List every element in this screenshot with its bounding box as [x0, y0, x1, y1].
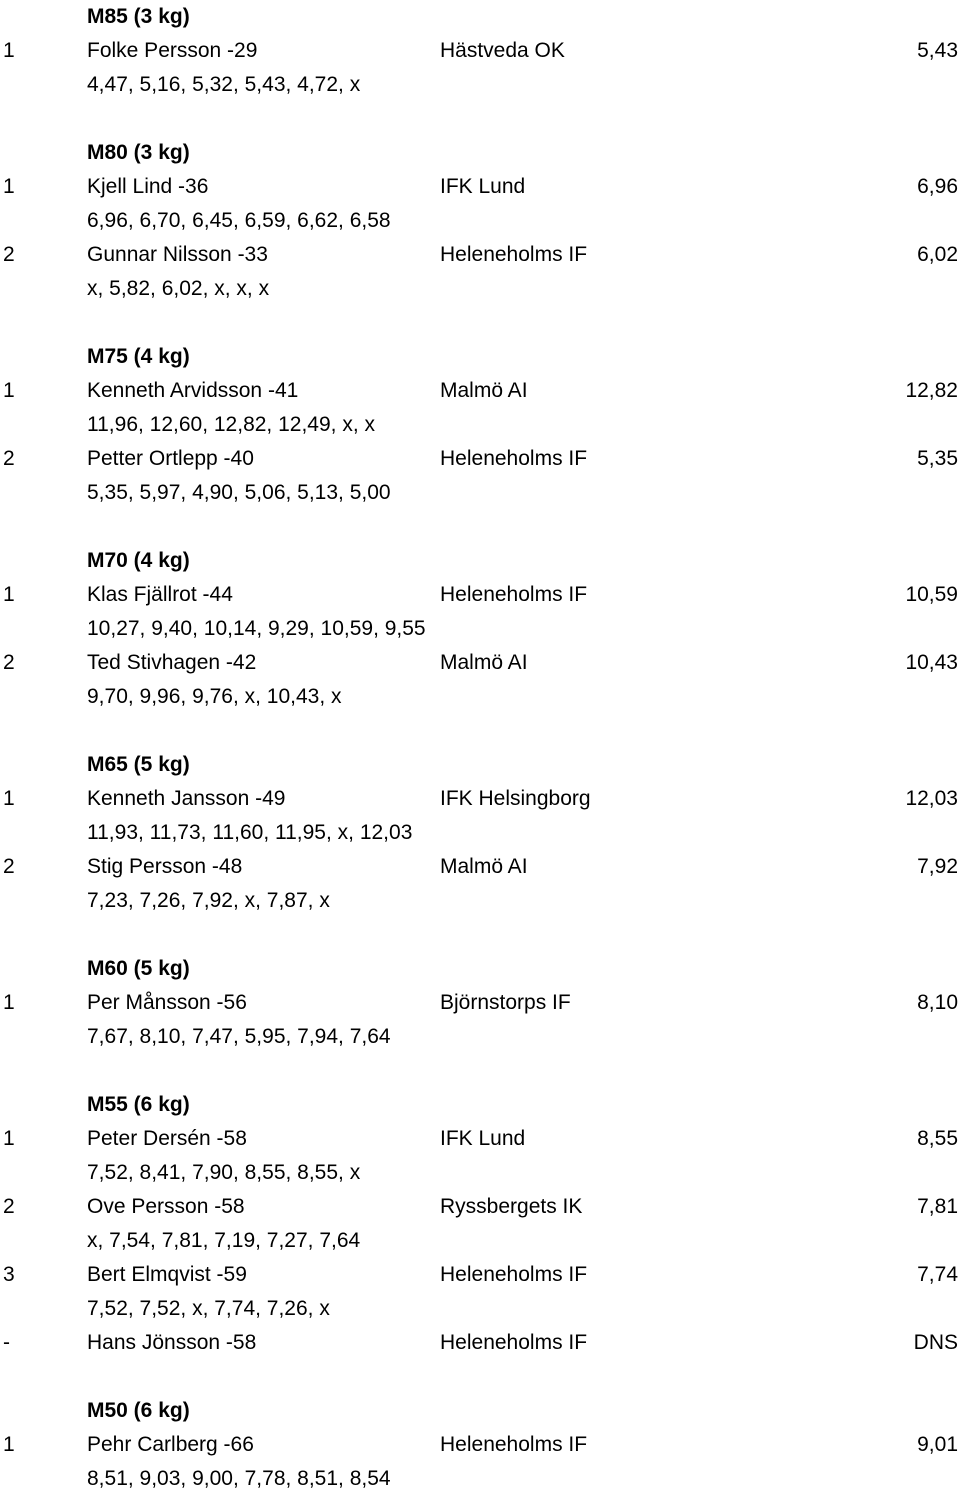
attempt-series: 9,70, 9,96, 9,76, x, 10,43, x	[87, 685, 342, 708]
place: 3	[3, 1263, 15, 1286]
attempt-series: 8,51, 9,03, 9,00, 7,78, 8,51, 8,54	[87, 1467, 391, 1490]
athlete-name: Kenneth Jansson -49	[87, 787, 286, 810]
best-result: 6,02	[917, 243, 958, 266]
result-row	[0, 238, 960, 272]
athlete-name: Stig Persson -48	[87, 855, 243, 878]
club: IFK Helsingborg	[440, 787, 591, 810]
section-gap	[0, 714, 960, 748]
attempt-series: 7,67, 8,10, 7,47, 5,95, 7,94, 7,64	[87, 1025, 391, 1048]
result-row	[0, 1122, 960, 1156]
place: 2	[3, 1195, 15, 1218]
result-row	[0, 442, 960, 476]
place: 2	[3, 447, 15, 470]
section-gap	[0, 918, 960, 952]
best-result: 5,43	[917, 39, 958, 62]
club: Hästveda OK	[440, 39, 565, 62]
place: 1	[3, 175, 15, 198]
best-result: 5,35	[917, 447, 958, 470]
club: Heleneholms IF	[440, 1263, 588, 1286]
club: Heleneholms IF	[440, 1331, 588, 1354]
athlete-name: Petter Ortlepp -40	[87, 447, 254, 470]
best-result: DNS	[913, 1331, 958, 1354]
result-row	[0, 34, 960, 68]
club: Malmö AI	[440, 855, 528, 878]
athlete-name: Gunnar Nilsson -33	[87, 243, 268, 266]
attempt-series: 5,35, 5,97, 4,90, 5,06, 5,13, 5,00	[87, 481, 391, 504]
result-row	[0, 1428, 960, 1462]
best-result: 9,01	[917, 1433, 958, 1456]
athlete-name: Pehr Carlberg -66	[87, 1433, 254, 1456]
section-heading: M65 (5 kg)	[87, 753, 190, 776]
section-heading: M75 (4 kg)	[87, 345, 190, 368]
club: Heleneholms IF	[440, 1433, 588, 1456]
place: 1	[3, 991, 15, 1014]
place: 1	[3, 1433, 15, 1456]
result-row	[0, 782, 960, 816]
club: Björnstorps IF	[440, 991, 571, 1014]
result-row	[0, 1190, 960, 1224]
best-result: 7,81	[917, 1195, 958, 1218]
place: 1	[3, 787, 15, 810]
place: 1	[3, 1127, 15, 1150]
athlete-name: Peter Dersén -58	[87, 1127, 247, 1150]
athlete-name: Per Månsson -56	[87, 991, 247, 1014]
best-result: 8,10	[917, 991, 958, 1014]
athlete-name: Ted Stivhagen -42	[87, 651, 257, 674]
section-heading: M70 (4 kg)	[87, 549, 190, 572]
result-row	[0, 1326, 960, 1360]
section-gap	[0, 1360, 960, 1394]
athlete-name: Kjell Lind -36	[87, 175, 209, 198]
section-gap	[0, 510, 960, 544]
club: Malmö AI	[440, 651, 528, 674]
attempt-series: 4,47, 5,16, 5,32, 5,43, 4,72, x	[87, 73, 361, 96]
attempt-series: 7,23, 7,26, 7,92, x, 7,87, x	[87, 889, 330, 912]
athlete-name: Klas Fjällrot -44	[87, 583, 233, 606]
result-row	[0, 986, 960, 1020]
place: 2	[3, 243, 15, 266]
section-gap	[0, 306, 960, 340]
result-row	[0, 646, 960, 680]
best-result: 6,96	[917, 175, 958, 198]
best-result: 7,92	[917, 855, 958, 878]
section-heading: M85 (3 kg)	[87, 5, 190, 28]
attempt-series: 6,96, 6,70, 6,45, 6,59, 6,62, 6,58	[87, 209, 391, 232]
athlete-name: Kenneth Arvidsson -41	[87, 379, 299, 402]
section-heading: M60 (5 kg)	[87, 957, 190, 980]
result-row	[0, 374, 960, 408]
result-row	[0, 850, 960, 884]
section-heading: M50 (6 kg)	[87, 1399, 190, 1422]
best-result: 7,74	[917, 1263, 958, 1286]
best-result: 8,55	[917, 1127, 958, 1150]
club: IFK Lund	[440, 175, 526, 198]
attempt-series: x, 7,54, 7,81, 7,19, 7,27, 7,64	[87, 1229, 361, 1252]
section-heading: M80 (3 kg)	[87, 141, 190, 164]
section-gap	[0, 102, 960, 136]
attempt-series: 11,96, 12,60, 12,82, 12,49, x, x	[87, 413, 375, 436]
club: Heleneholms IF	[440, 243, 588, 266]
athlete-name: Bert Elmqvist -59	[87, 1263, 247, 1286]
best-result: 10,59	[905, 583, 958, 606]
place: -	[3, 1331, 10, 1354]
best-result: 12,03	[905, 787, 958, 810]
result-row	[0, 578, 960, 612]
best-result: 10,43	[905, 651, 958, 674]
club: Malmö AI	[440, 379, 528, 402]
section-heading: M55 (6 kg)	[87, 1093, 190, 1116]
place: 1	[3, 379, 15, 402]
club: Heleneholms IF	[440, 583, 588, 606]
place: 2	[3, 855, 15, 878]
place: 1	[3, 39, 15, 62]
athlete-name: Ove Persson -58	[87, 1195, 245, 1218]
result-row	[0, 170, 960, 204]
attempt-series: 7,52, 8,41, 7,90, 8,55, 8,55, x	[87, 1161, 361, 1184]
attempt-series: 10,27, 9,40, 10,14, 9,29, 10,59, 9,55	[87, 617, 426, 640]
attempt-series: x, 5,82, 6,02, x, x, x	[87, 277, 270, 300]
section-gap	[0, 1054, 960, 1088]
club: Ryssbergets IK	[440, 1195, 583, 1218]
best-result: 12,82	[905, 379, 958, 402]
attempt-series: 7,52, 7,52, x, 7,74, 7,26, x	[87, 1297, 330, 1320]
club: Heleneholms IF	[440, 447, 588, 470]
result-row	[0, 1258, 960, 1292]
place: 1	[3, 583, 15, 606]
place: 2	[3, 651, 15, 674]
club: IFK Lund	[440, 1127, 526, 1150]
athlete-name: Folke Persson -29	[87, 39, 258, 62]
attempt-series: 11,93, 11,73, 11,60, 11,95, x, 12,03	[87, 821, 413, 844]
athlete-name: Hans Jönsson -58	[87, 1331, 257, 1354]
